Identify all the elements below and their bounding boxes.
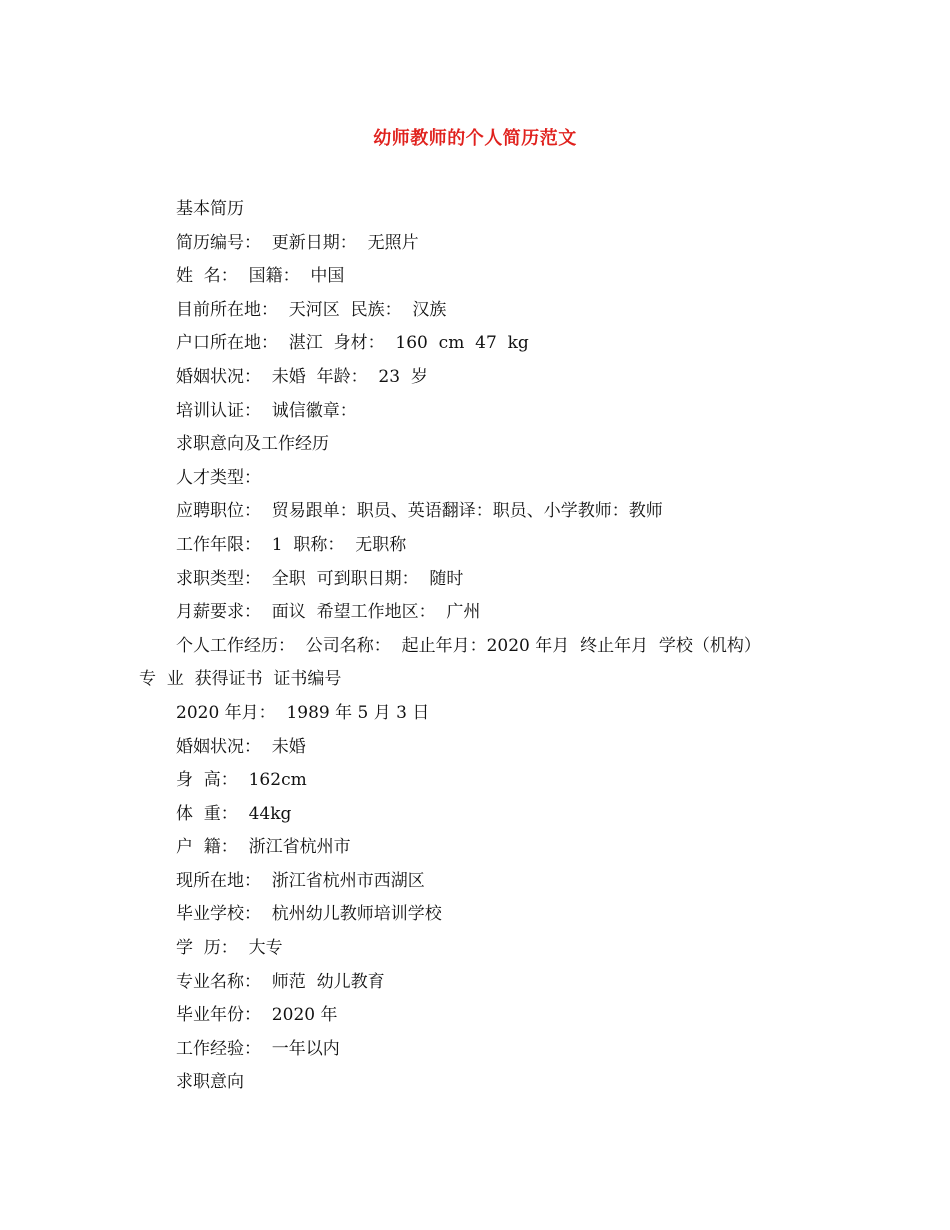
text-line: 工作经验： 一年以内	[176, 1038, 340, 1059]
text-line: 婚姻状况： 未婚 年龄： 23 岁	[176, 366, 428, 387]
text-line: 2020 年月： 1989 年 5 月 3 日	[176, 702, 430, 723]
document-title: 幼师教师的个人简历范文	[373, 128, 577, 149]
text-line: 学 历： 大专	[176, 938, 283, 959]
text-line: 现所在地： 浙江省杭州市西湖区	[176, 870, 425, 891]
text-line: 户 籍： 浙江省杭州市	[176, 837, 351, 858]
text-line: 基本简历	[176, 199, 244, 219]
text-line: 求职意向及工作经历	[176, 434, 329, 455]
text-line: 身 高： 162cm	[176, 770, 307, 791]
text-line: 简历编号： 更新日期： 无照片	[176, 232, 419, 253]
text-line: 专业名称： 师范 幼儿教育	[176, 971, 385, 992]
text-line: 姓 名： 国籍： 中国	[176, 266, 345, 287]
text-line: 求职意向	[176, 1072, 244, 1093]
text-line: 培训认证： 诚信徽章：	[176, 400, 357, 421]
text-line: 工作年限： 1 职称： 无职称	[176, 534, 407, 555]
text-line: 月薪要求： 面议 希望工作地区： 广州	[176, 602, 481, 623]
text-line: 毕业学校： 杭州幼儿教师培训学校	[176, 904, 442, 925]
text-line: 求职类型： 全职 可到职日期： 随时	[176, 568, 464, 589]
text-line: 体 重： 44kg	[176, 803, 292, 824]
text-line: 户口所在地： 湛江 身材： 160 cm 47 kg	[176, 333, 529, 354]
text-line: 目前所在地： 天河区 民族： 汉族	[176, 299, 447, 320]
text-line: 人才类型：	[176, 467, 261, 488]
text-line: 应聘职位： 贸易跟单：职员、英语翻译：职员、小学教师：教师	[176, 501, 663, 522]
text-line: 毕业年份： 2020 年	[176, 1005, 338, 1026]
text-line-continuation: 专 业 获得证书 证书编号	[139, 669, 342, 690]
text-line: 个人工作经历： 公司名称： 起止年月：2020 年月 终止年月 学校（机构）	[176, 635, 761, 656]
resume-body	[139, 193, 819, 1100]
text-line: 婚姻状况： 未婚	[176, 736, 306, 757]
